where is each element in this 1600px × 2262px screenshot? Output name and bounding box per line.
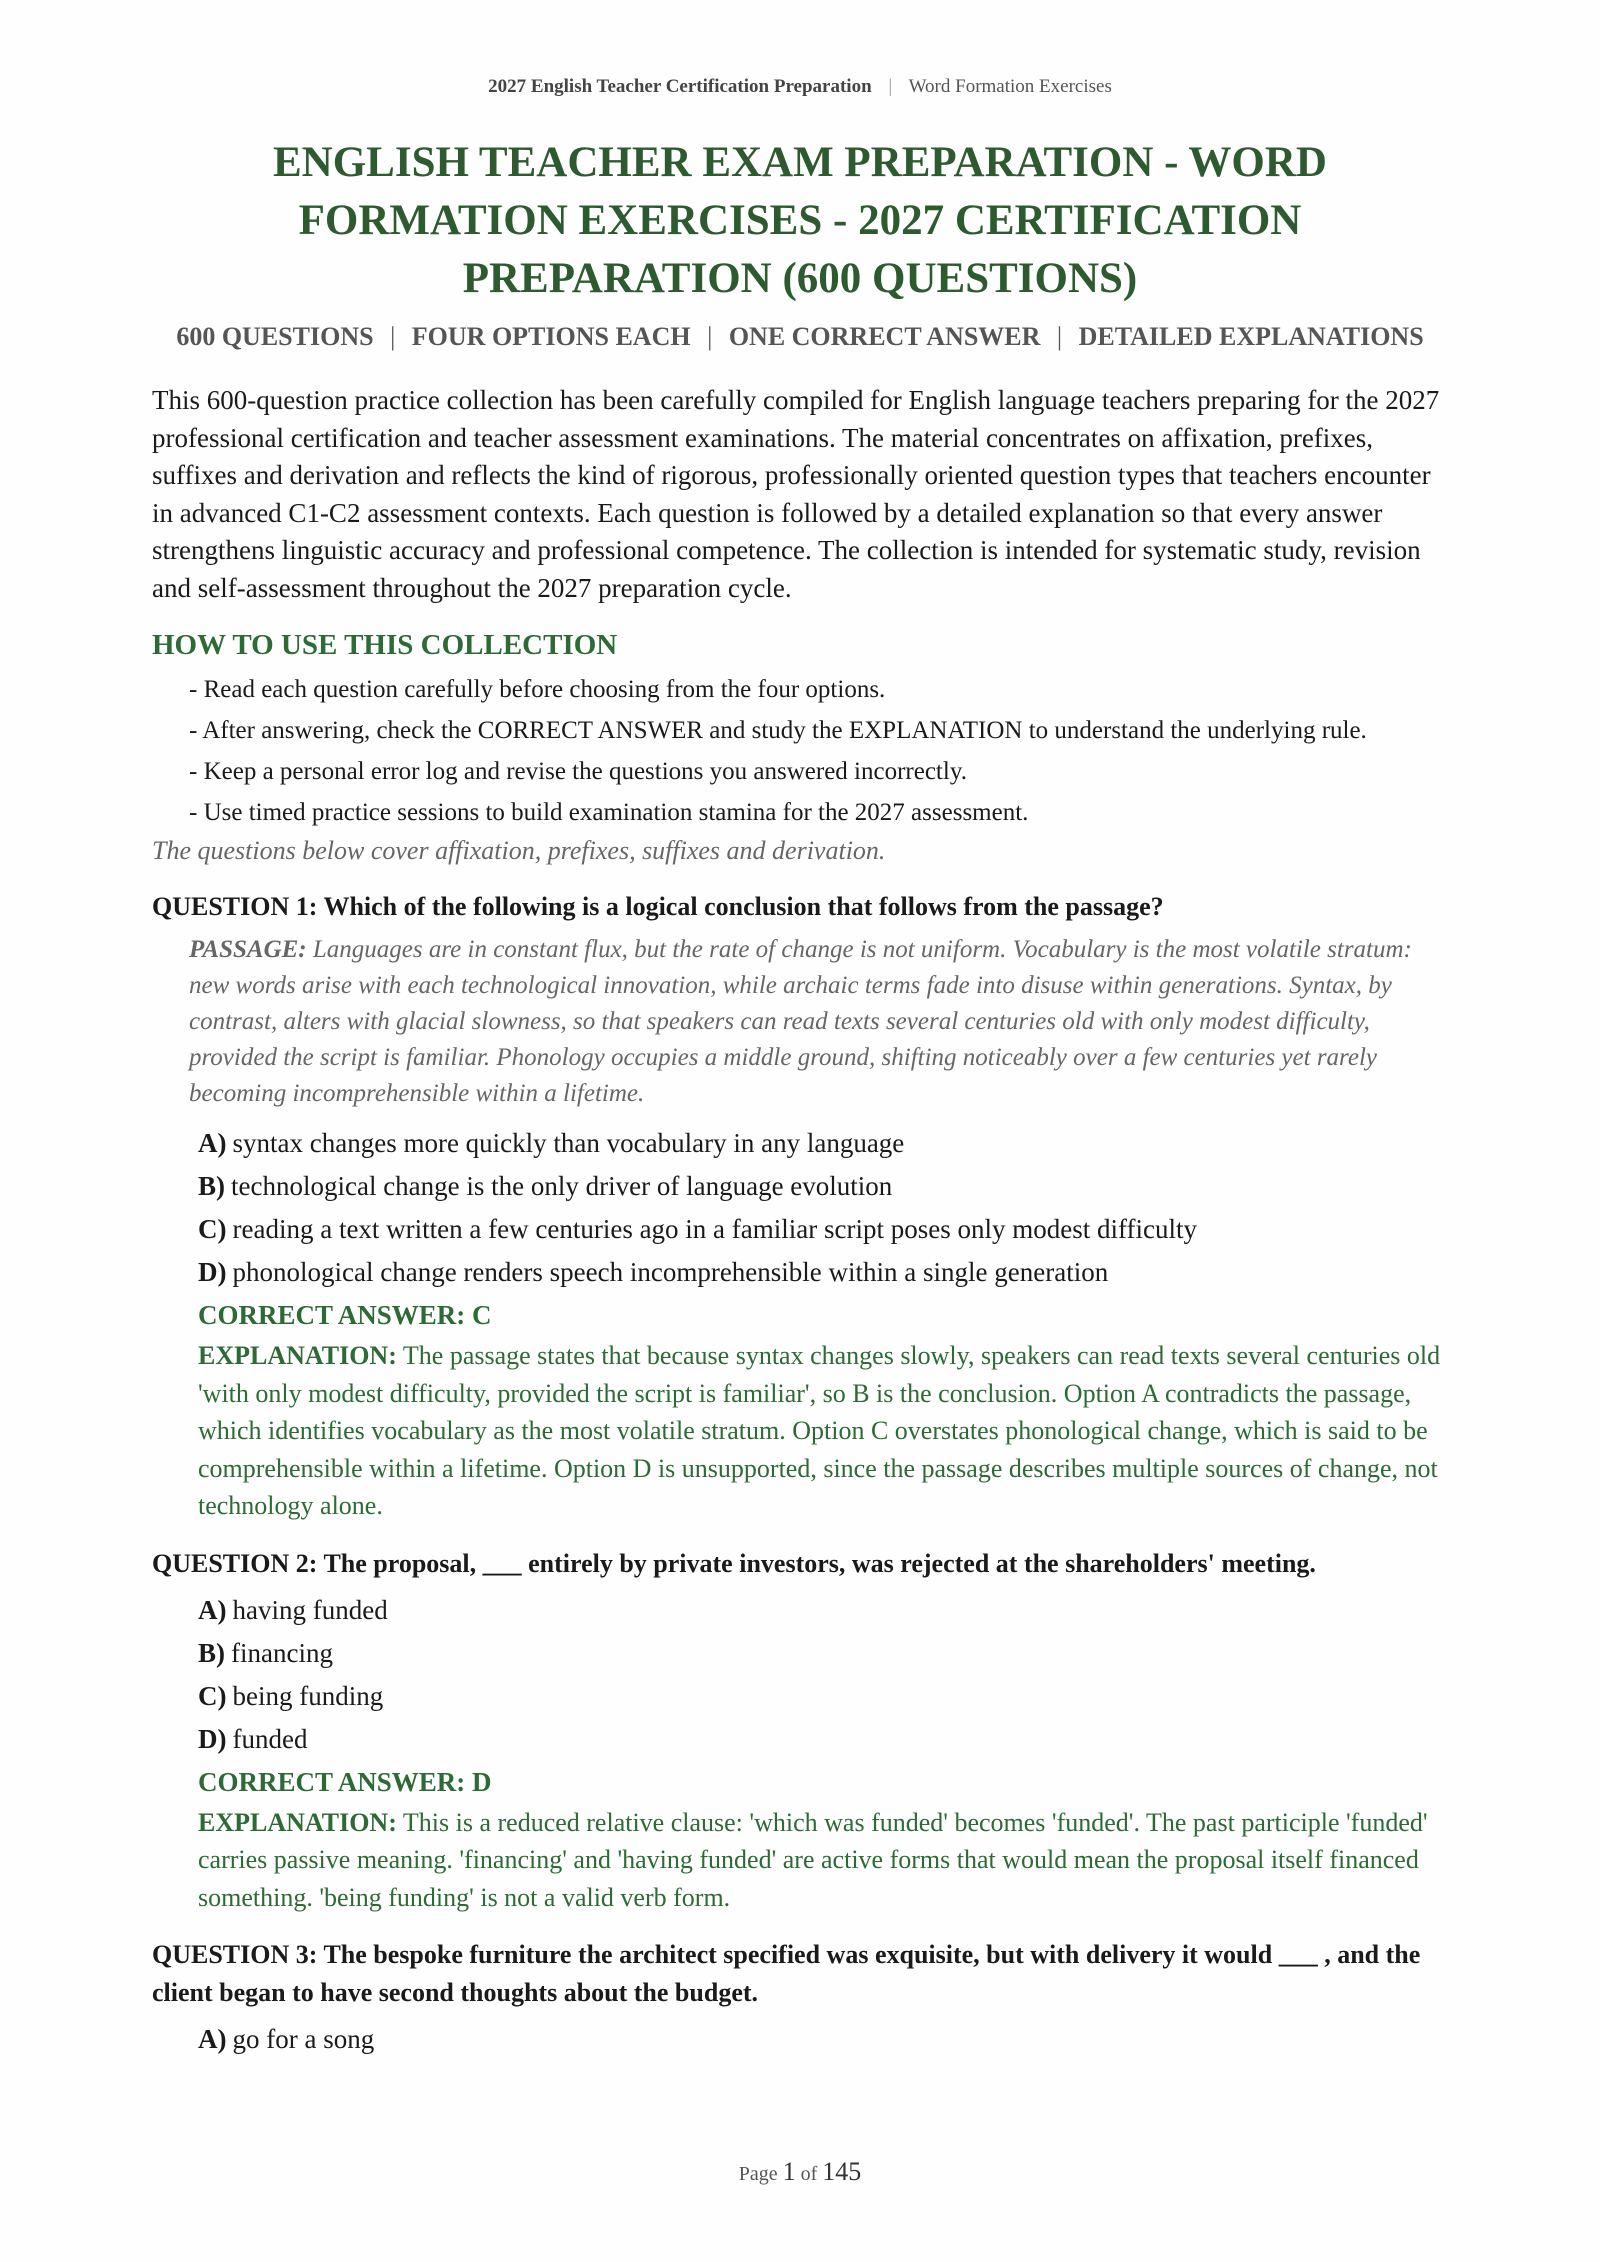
explanation xyxy=(198,1804,1447,1917)
question-prompt: The bespoke furniture the architect specified was exquisite, but with delivery it would ___ , and the client began to have second thoughts about the budget. xyxy=(152,1940,1421,2007)
correct-answer: CORRECT ANSWER: C xyxy=(198,1300,492,1330)
question-label: QUESTION 3: xyxy=(152,1940,318,1969)
option-item xyxy=(198,1675,1447,1718)
option-letter: D) xyxy=(198,1257,227,1287)
explanation-label: EXPLANATION: xyxy=(198,1341,397,1370)
header-left: 2027 English Teacher Certification Preparation xyxy=(488,76,872,97)
question-prompt: The proposal, ___ entirely by private investors, was rejected at the shareholders' meeting. xyxy=(323,1548,1316,1578)
passage-text: Languages are in constant flux, but the rate of change is not uniform. Vocabulary is the most volatile stratum: new words arise with each technological innovation, while archaic terms fade into disuse within generations. Syntax, by contrast, alters with glacial slowness, so that speakers can read texts several centuries old with only modest difficulty, provided the script is familiar. Phonology occupies a middle ground, shifting noticeably over a few centuries yet rarely becoming incomprehensible within a lifetime. xyxy=(189,936,1412,1107)
footer-of: of xyxy=(800,2163,818,2185)
page-title: ENGLISH TEACHER EXAM PREPARATION - WORD FORMATION EXERCISES - 2027 CERTIFICATION PREPARATION (600 QUESTIONS) xyxy=(272,139,1327,302)
question-text xyxy=(152,1545,1447,1583)
option-letter: A) xyxy=(198,2024,227,2054)
question-label: QUESTION 1: xyxy=(152,892,318,921)
list-item: - Read each question carefully before choosing from the four options. xyxy=(189,676,886,703)
option-text: technological change is the only driver of language evolution xyxy=(231,1171,893,1201)
option-text: financing xyxy=(231,1637,333,1668)
passage-label: PASSAGE: xyxy=(189,936,307,963)
option-text: syntax changes more quickly than vocabulary in any language xyxy=(232,1128,905,1158)
question-text xyxy=(152,1936,1447,2012)
subtitle-separator: | xyxy=(1056,322,1063,351)
option-letter: C) xyxy=(198,1214,227,1244)
list-item: - Use timed practice sessions to build examination stamina for the 2027 assessment. xyxy=(189,799,1029,826)
option-letter: C) xyxy=(198,1680,227,1711)
option-text: reading a text written a few centuries ago in a familiar script poses only modest difficulty xyxy=(232,1214,1197,1244)
option-item xyxy=(198,1122,1447,1165)
option-letter: B) xyxy=(198,1171,225,1201)
option-letter: A) xyxy=(198,1128,227,1158)
question-block xyxy=(152,1545,1447,1917)
option-item xyxy=(198,1632,1447,1675)
subtitle-item: ONE CORRECT ANSWER xyxy=(728,322,1041,351)
options-list xyxy=(198,1122,1447,1294)
option-letter: A) xyxy=(198,1594,227,1625)
section-note: The questions below cover affixation, prefixes, suffixes and derivation. xyxy=(152,836,886,865)
subtitle-item: FOUR OPTIONS EACH xyxy=(411,322,691,351)
option-item xyxy=(198,1208,1447,1251)
passage xyxy=(189,932,1447,1112)
header-right: Word Formation Exercises xyxy=(908,76,1112,97)
options-list xyxy=(198,2018,1447,2061)
option-text: phonological change renders speech incomprehensible within a single generation xyxy=(232,1257,1109,1287)
options-list xyxy=(198,1589,1447,1761)
subtitle-separator: | xyxy=(707,322,713,351)
page-footer xyxy=(0,2157,1600,2187)
subtitle-item: DETAILED EXPLANATIONS xyxy=(1078,322,1424,351)
option-text: having funded xyxy=(232,1594,388,1625)
option-text: funded xyxy=(232,1723,308,1754)
section-heading: HOW TO USE THIS COLLECTION xyxy=(152,629,618,661)
subtitle xyxy=(0,322,1600,352)
explanation-text: The passage states that because syntax changes slowly, speakers can read texts several centuries old 'with only modest difficulty, provided the script is familiar', so B is the conclusion. Option A contradicts the passage, which identifies vocabulary as the most volatile stratum. Option C overstates phonological change, which is said to be comprehensible within a lifetime. Option D is unsupported, since the passage describes multiple sources of change, not technology alone. xyxy=(198,1341,1441,1520)
explanation xyxy=(198,1337,1447,1525)
main-content xyxy=(152,382,1447,2081)
subtitle-separator: | xyxy=(390,322,396,351)
list-item: - After answering, check the CORRECT ANSWER and study the EXPLANATION to understand the underlying rule. xyxy=(189,717,1367,744)
header-separator: | xyxy=(888,76,893,97)
question-block xyxy=(152,1936,1447,2061)
explanation-text: This is a reduced relative clause: 'which was funded' becomes 'funded'. The past participle 'funded' carries passive meaning. 'financing' and 'having funded' are active forms that would mean the proposal itself financed something. 'being funding' is not a valid verb form. xyxy=(198,1807,1428,1912)
option-letter: D) xyxy=(198,1723,227,1754)
howto-section xyxy=(152,629,1447,866)
question-block xyxy=(152,888,1447,1525)
option-item xyxy=(198,2018,1447,2061)
footer-prefix: Page xyxy=(738,2163,778,2185)
question-label: QUESTION 2: xyxy=(152,1548,318,1578)
list-item: - Keep a personal error log and revise the questions you answered incorrectly. xyxy=(189,758,967,785)
footer-total-pages: 145 xyxy=(822,2157,862,2186)
option-item xyxy=(198,1589,1447,1632)
question-text xyxy=(152,888,1447,926)
howto-list xyxy=(152,672,1447,830)
explanation-label: EXPLANATION: xyxy=(198,1807,397,1837)
intro-paragraph: This 600-question practice collection has been carefully compiled for English language teachers preparing for the 2027 professional certification and teacher assessment examinations. The material concentrates on affixation, prefixes, suffixes and derivation and reflects the kind of rigorous, professionally oriented question types that teachers encounter in advanced C1-C2 assessment contexts. Each question is followed by a detailed explanation so that every answer strengthens linguistic accuracy and professional competence. The collection is intended for systematic study, revision and self-assessment throughout the 2027 preparation cycle. xyxy=(152,385,1440,603)
footer-current-page: 1 xyxy=(782,2157,796,2186)
option-letter: B) xyxy=(198,1637,225,1668)
option-text: go for a song xyxy=(232,2024,375,2054)
option-item xyxy=(198,1718,1447,1761)
running-header xyxy=(0,76,1600,98)
correct-answer: CORRECT ANSWER: D xyxy=(198,1766,492,1797)
option-item xyxy=(198,1251,1447,1294)
option-item xyxy=(198,1165,1447,1208)
question-prompt: Which of the following is a logical conclusion that follows from the passage? xyxy=(323,892,1164,921)
subtitle-item: 600 QUESTIONS xyxy=(176,322,374,351)
option-text: being funding xyxy=(232,1680,384,1711)
